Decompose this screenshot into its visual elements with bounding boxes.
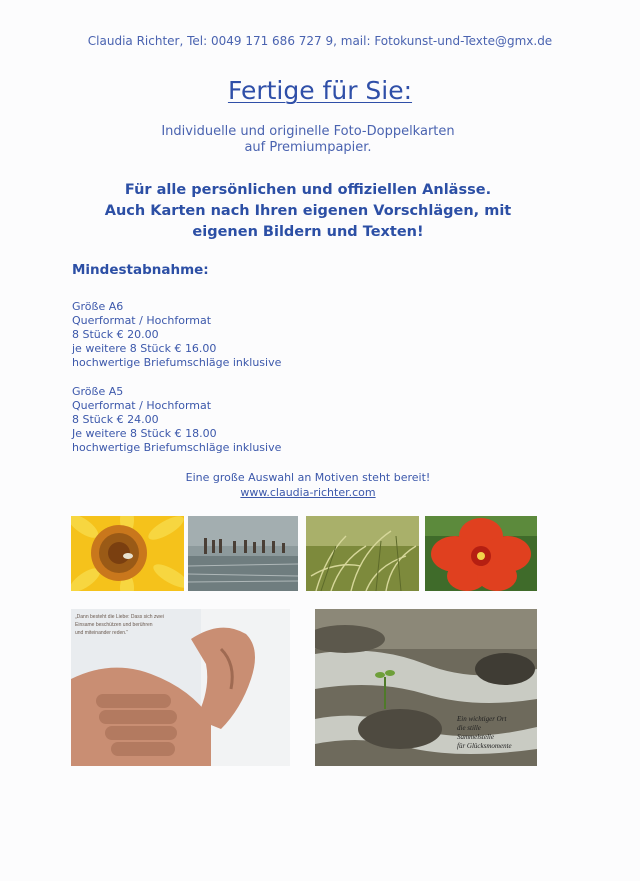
svg-text:„Dann besteht die Liebe: Dass: „Dann besteht die Liebe: Dass sich zwei (75, 614, 164, 620)
motive-text: Eine große Auswahl an Motiven steht bereit! (185, 471, 431, 484)
spec-a5 (72, 385, 281, 455)
occasions-line: Für alle persönlichen und offiziellen Anlässe. (124, 182, 492, 198)
spec-line: Querformat / Hochformat (72, 399, 212, 412)
minimum-order-title: Mindestabnahme: (72, 262, 209, 278)
lake-posts-photo (188, 516, 298, 591)
svg-text:Sammelstelle: Sammelstelle (457, 733, 494, 741)
occasions-text (0, 180, 616, 243)
hands-photo (71, 609, 290, 766)
headline-text: Fertige für Sie: (227, 76, 413, 105)
svg-text:die stille: die stille (457, 724, 481, 732)
spec-line: 8 Stück € 20.00 (72, 328, 159, 341)
intro-text (0, 124, 616, 156)
spec-line: 8 Stück € 24.00 (72, 413, 159, 426)
stream-stone-photo (315, 609, 537, 766)
spec-line: Je weitere 8 Stück € 18.00 (72, 427, 217, 440)
occasions-line: Auch Karten nach Ihren eigenen Vorschlägen, mit (104, 203, 512, 219)
motive-info (0, 470, 616, 500)
headline (0, 76, 640, 105)
grass-photo (306, 516, 419, 591)
svg-text:Einsame beschützen und berühre: Einsame beschützen und berühren (75, 622, 153, 628)
spec-line: Größe A6 (72, 300, 124, 313)
sunflower-photo (71, 516, 184, 591)
spec-line: hochwertige Briefumschläge inklusive (72, 356, 282, 369)
intro-line: Individuelle und originelle Foto-Doppelkarten (161, 124, 455, 139)
hibiscus-photo (425, 516, 537, 591)
spec-line: hochwertige Briefumschläge inklusive (72, 441, 282, 454)
contact-line: Claudia Richter, Tel: 0049 171 686 727 9, mail: Fotokunst-und-Texte@gmx.de (87, 34, 553, 48)
spec-line: je weitere 8 Stück € 16.00 (72, 342, 217, 355)
spec-a6 (72, 300, 281, 370)
website-link[interactable]: www.claudia-richter.com (240, 486, 376, 499)
intro-line: auf Premiumpapier. (244, 140, 372, 155)
spec-line: Größe A5 (72, 385, 124, 398)
spec-line: Querformat / Hochformat (72, 314, 212, 327)
svg-text:für Glücksmomente: für Glücksmomente (457, 742, 512, 750)
occasions-line: eigenen Bildern und Texten! (192, 224, 424, 240)
svg-text:Ein wichtiger Ort: Ein wichtiger Ort (457, 715, 507, 723)
svg-text:und miteinander reden.“: und miteinander reden.“ (75, 630, 129, 636)
